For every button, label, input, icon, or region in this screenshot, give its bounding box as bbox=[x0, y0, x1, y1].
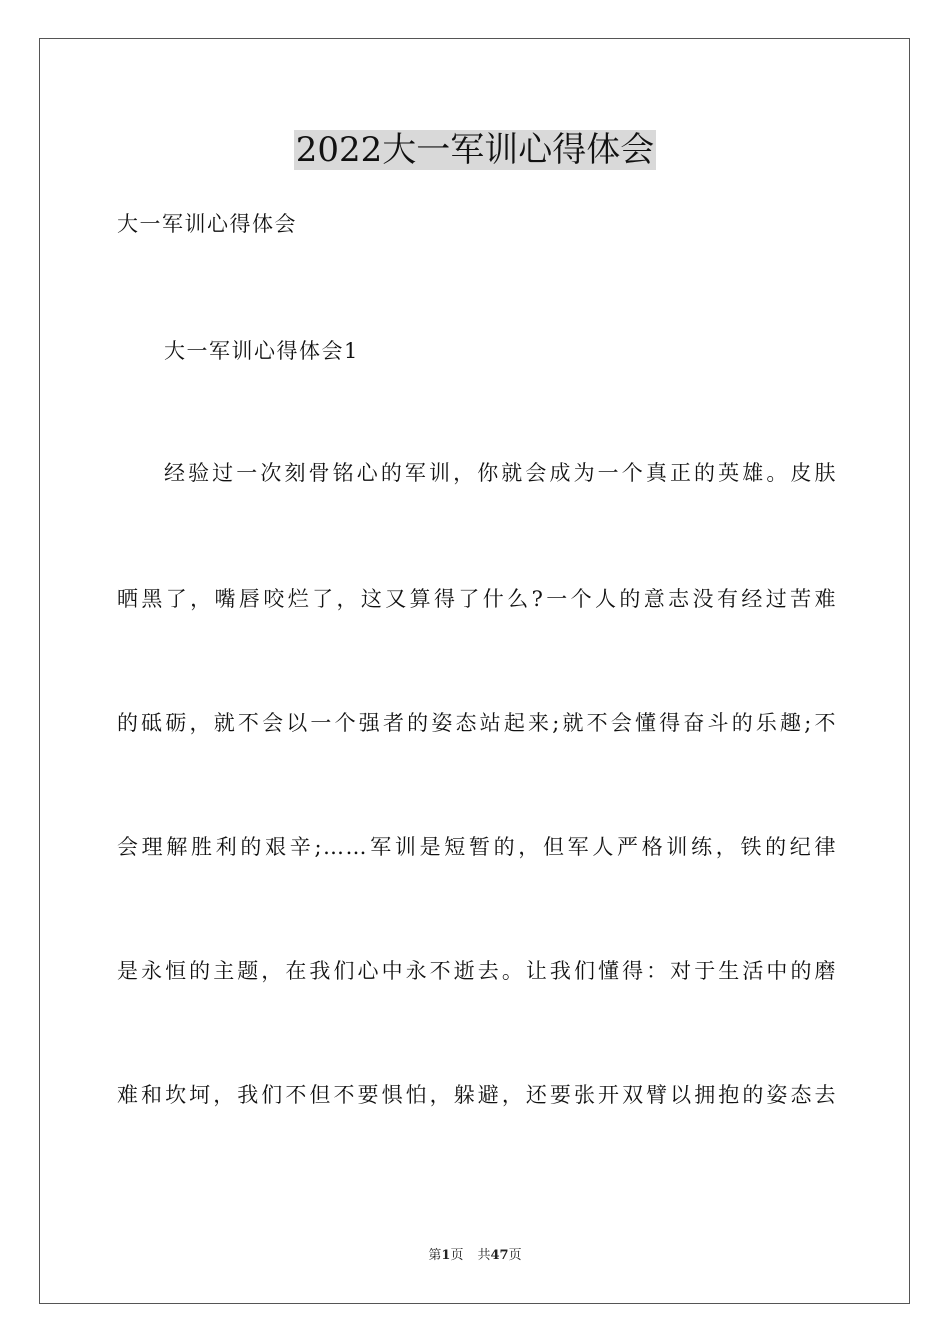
paragraph-line: 难和坎坷，我们不但不要惧怕，躲避，还要张开双臂以拥抱的姿态去 bbox=[117, 1083, 837, 1107]
paragraph-line: 晒黑了，嘴唇咬烂了，这又算得了什么?一个人的意志没有经过苦难 bbox=[117, 587, 837, 611]
footer-page-number: 1 bbox=[441, 1248, 451, 1263]
footer-page-suffix: 页 bbox=[450, 1248, 464, 1263]
footer-page-prefix: 第 bbox=[428, 1248, 442, 1263]
document-title bbox=[0, 122, 950, 178]
section-heading: 大一军训心得体会1 bbox=[164, 339, 359, 363]
document-title-text: 2022大一军训心得体会 bbox=[295, 130, 655, 170]
paragraph-line: 是永恒的主题，在我们心中永不逝去。让我们懂得：对于生活中的磨 bbox=[117, 959, 837, 983]
page-footer bbox=[0, 1246, 950, 1266]
paragraph-line: 经验过一次刻骨铭心的军训，你就会成为一个真正的英雄。皮肤 bbox=[164, 461, 837, 485]
footer-total-prefix: 共 bbox=[477, 1248, 491, 1263]
footer-total-pages: 47 bbox=[490, 1248, 509, 1263]
paragraph-line: 的砥砺，就不会以一个强者的姿态站起来;就不会懂得奋斗的乐趣;不 bbox=[117, 711, 837, 735]
document-subtitle: 大一军训心得体会 bbox=[117, 212, 297, 236]
footer-total-suffix: 页 bbox=[508, 1248, 522, 1263]
paragraph-line: 会理解胜利的艰辛;……军训是短暂的，但军人严格训练，铁的纪律 bbox=[117, 835, 837, 859]
